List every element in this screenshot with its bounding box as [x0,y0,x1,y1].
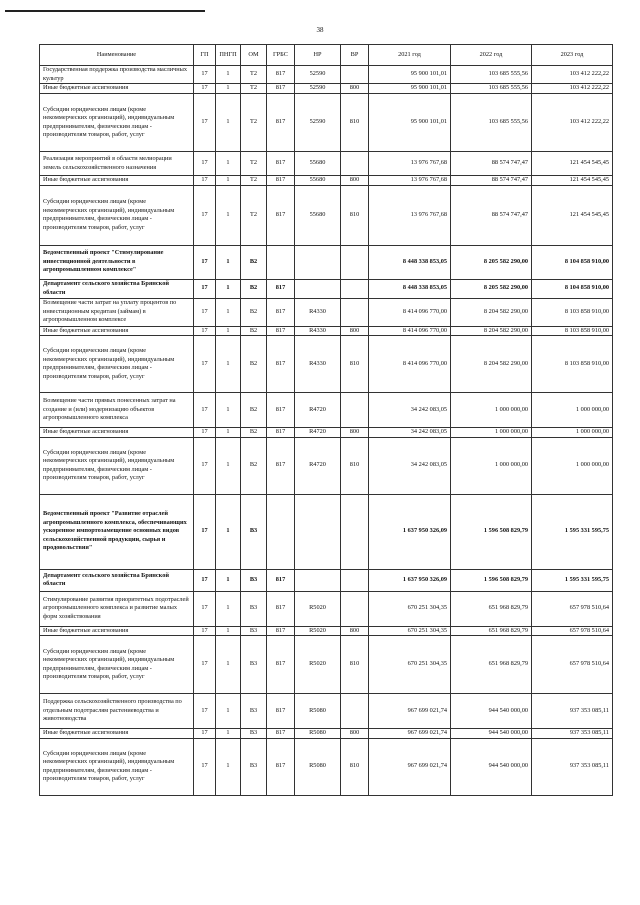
cell-2023: 1 000 000,00 [532,393,613,428]
cell-2022: 103 685 555,56 [451,66,532,84]
cell-gp: 17 [194,494,216,569]
col-header-vr: ВР [341,45,369,66]
cell-2022: 103 685 555,56 [451,94,532,152]
cell-name: Иные бюджетные ассигнования [40,84,194,94]
cell-2021: 13 976 767,68 [369,152,451,176]
col-header-2023: 2023 год [532,45,613,66]
cell-grbs: 817 [267,393,295,428]
cell-pngp: 1 [216,729,241,739]
col-header-om: ОМ [241,45,267,66]
cell-pngp: 1 [216,336,241,393]
cell-pngp: 1 [216,245,241,279]
cell-2023: 657 978 510,64 [532,591,613,626]
cell-2021: 670 251 304,35 [369,636,451,694]
cell-pngp: 1 [216,152,241,176]
cell-2022: 1 000 000,00 [451,437,532,494]
cell-vr: 800 [341,326,369,336]
cell-2021: 967 699 021,74 [369,729,451,739]
cell-pngp: 1 [216,591,241,626]
cell-om: В3 [241,738,267,795]
cell-pngp: 1 [216,94,241,152]
cell-2023: 657 978 510,64 [532,626,613,636]
table-row [40,66,613,84]
cell-nr: 55680 [295,185,341,245]
table-row [40,569,613,591]
cell-vr [341,66,369,84]
cell-2021: 670 251 304,35 [369,591,451,626]
cell-nr: 52590 [295,84,341,94]
page-number: 38 [316,26,324,34]
cell-2021: 1 637 950 326,09 [369,494,451,569]
cell-om: В3 [241,591,267,626]
budget-table [39,44,613,796]
cell-name: Возмещение части прямых понесенных затрат на создание и (или) модернизацию объектов агропромышленного комплекса [40,393,194,428]
col-header-2021: 2021 год [369,45,451,66]
cell-grbs [267,245,295,279]
cell-gp: 17 [194,336,216,393]
cell-gp: 17 [194,245,216,279]
cell-nr: R5080 [295,738,341,795]
table-row [40,694,613,729]
cell-pngp: 1 [216,66,241,84]
header-row [40,45,613,66]
cell-gp: 17 [194,152,216,176]
col-header-grbs: ГРБС [267,45,295,66]
cell-gp: 17 [194,591,216,626]
cell-2023: 1 000 000,00 [532,437,613,494]
col-header-name: Наименование [40,45,194,66]
cell-grbs: 817 [267,569,295,591]
cell-om: Т2 [241,94,267,152]
cell-2023: 121 454 545,45 [532,185,613,245]
cell-vr [341,279,369,298]
cell-vr: 800 [341,626,369,636]
cell-nr [295,279,341,298]
cell-gp: 17 [194,636,216,694]
cell-name: Иные бюджетные ассигнования [40,626,194,636]
cell-2022: 88 574 747,47 [451,152,532,176]
cell-gp: 17 [194,94,216,152]
table-row [40,152,613,176]
cell-2021: 95 900 101,01 [369,66,451,84]
cell-2023: 121 454 545,45 [532,152,613,176]
cell-pngp: 1 [216,326,241,336]
cell-2022: 651 968 829,79 [451,636,532,694]
cell-2023: 103 412 222,22 [532,66,613,84]
cell-nr: R4330 [295,298,341,326]
cell-name: Субсидии юридическим лицам (кроме некоммерческих организаций), индивидуальным предпринимателям, физическим лицам - производителям товаров, работ, услуг [40,336,194,393]
cell-grbs: 817 [267,626,295,636]
cell-gp: 17 [194,694,216,729]
cell-om: Т2 [241,66,267,84]
cell-gp: 17 [194,279,216,298]
table-row [40,176,613,186]
cell-nr: R4720 [295,437,341,494]
cell-vr [341,569,369,591]
cell-2023: 937 353 085,11 [532,729,613,739]
cell-2021: 13 976 767,68 [369,185,451,245]
cell-name: Стимулирование развития приоритетных подотраслей агропромышленного комплекса и развитие малых форм хозяйствования [40,591,194,626]
cell-2022: 944 540 000,00 [451,738,532,795]
cell-2022: 651 968 829,79 [451,591,532,626]
cell-grbs: 817 [267,279,295,298]
cell-name: Государственная поддержка производства масличных культур [40,66,194,84]
cell-grbs: 817 [267,66,295,84]
cell-nr: 55680 [295,152,341,176]
cell-pngp: 1 [216,494,241,569]
cell-nr: R5020 [295,591,341,626]
cell-grbs: 817 [267,437,295,494]
cell-nr: 55680 [295,176,341,186]
cell-name: Иные бюджетные ассигнования [40,176,194,186]
cell-nr [295,494,341,569]
cell-nr: R5080 [295,694,341,729]
table-row [40,437,613,494]
cell-gp: 17 [194,437,216,494]
cell-grbs: 817 [267,636,295,694]
cell-2023: 8 104 858 910,00 [532,245,613,279]
cell-om: В2 [241,393,267,428]
cell-name: Субсидии юридическим лицам (кроме некоммерческих организаций), индивидуальным предпринимателям, физическим лицам - производителям товаров, работ, услуг [40,437,194,494]
cell-om: В3 [241,569,267,591]
cell-2023: 937 353 085,11 [532,694,613,729]
cell-name: Иные бюджетные ассигнования [40,729,194,739]
cell-name: Субсидии юридическим лицам (кроме некоммерческих организаций), индивидуальным предпринимателям, физическим лицам - производителям товаров, работ, услуг [40,636,194,694]
cell-2021: 34 242 083,05 [369,393,451,428]
cell-om: В2 [241,279,267,298]
cell-om: В2 [241,298,267,326]
cell-pngp: 1 [216,694,241,729]
cell-gp: 17 [194,326,216,336]
cell-om: В2 [241,428,267,438]
cell-2022: 1 596 508 829,79 [451,494,532,569]
cell-2021: 8 414 096 770,00 [369,298,451,326]
cell-2021: 8 414 096 770,00 [369,336,451,393]
cell-nr [295,245,341,279]
cell-vr: 810 [341,336,369,393]
cell-nr: R5020 [295,636,341,694]
cell-gp: 17 [194,738,216,795]
cell-2021: 13 976 767,68 [369,176,451,186]
top-rule [5,10,205,12]
cell-2023: 121 454 545,45 [532,176,613,186]
cell-vr [341,591,369,626]
table-row [40,393,613,428]
cell-2021: 1 637 950 326,09 [369,569,451,591]
cell-vr: 800 [341,729,369,739]
cell-name: Иные бюджетные ассигнования [40,326,194,336]
table-row [40,245,613,279]
cell-2021: 967 699 021,74 [369,694,451,729]
cell-vr: 800 [341,176,369,186]
col-header-pngp: ПНГП [216,45,241,66]
cell-om: Т2 [241,176,267,186]
cell-grbs: 817 [267,738,295,795]
cell-vr: 800 [341,428,369,438]
cell-pngp: 1 [216,437,241,494]
cell-2022: 8 204 582 290,00 [451,326,532,336]
cell-2022: 8 204 582 290,00 [451,298,532,326]
cell-gp: 17 [194,84,216,94]
cell-gp: 17 [194,66,216,84]
cell-nr: R5020 [295,626,341,636]
col-header-2022: 2022 год [451,45,532,66]
cell-gp: 17 [194,176,216,186]
cell-grbs: 817 [267,694,295,729]
cell-vr [341,393,369,428]
cell-om: Т2 [241,152,267,176]
cell-om: В2 [241,245,267,279]
cell-om: Т2 [241,84,267,94]
cell-grbs: 817 [267,185,295,245]
cell-2022: 8 204 582 290,00 [451,336,532,393]
cell-name: Департамент сельского хозяйства Брянской области [40,279,194,298]
cell-nr: 52590 [295,94,341,152]
cell-2022: 944 540 000,00 [451,729,532,739]
cell-om: В3 [241,694,267,729]
cell-grbs [267,494,295,569]
table-row [40,729,613,739]
cell-om: В2 [241,437,267,494]
cell-gp: 17 [194,393,216,428]
cell-name: Департамент сельского хозяйства Брянской области [40,569,194,591]
cell-2022: 88 574 747,47 [451,176,532,186]
cell-pngp: 1 [216,626,241,636]
cell-2022: 8 205 582 290,00 [451,245,532,279]
cell-2021: 34 242 083,05 [369,437,451,494]
cell-2021: 8 414 096 770,00 [369,326,451,336]
cell-2021: 670 251 304,35 [369,626,451,636]
cell-pngp: 1 [216,298,241,326]
cell-vr [341,494,369,569]
cell-grbs: 817 [267,428,295,438]
table-row [40,326,613,336]
cell-2021: 95 900 101,01 [369,94,451,152]
cell-2023: 8 103 858 910,00 [532,298,613,326]
cell-2023: 1 595 331 595,75 [532,494,613,569]
cell-vr: 810 [341,636,369,694]
cell-2021: 967 699 021,74 [369,738,451,795]
cell-2022: 1 000 000,00 [451,428,532,438]
cell-2021: 8 448 338 853,05 [369,245,451,279]
cell-name: Иные бюджетные ассигнования [40,428,194,438]
cell-grbs: 817 [267,729,295,739]
cell-grbs: 817 [267,336,295,393]
table-row [40,626,613,636]
cell-pngp: 1 [216,393,241,428]
cell-grbs: 817 [267,176,295,186]
table-row [40,298,613,326]
cell-2023: 103 412 222,22 [532,94,613,152]
cell-pngp: 1 [216,185,241,245]
cell-om: В3 [241,626,267,636]
cell-grbs: 817 [267,94,295,152]
cell-pngp: 1 [216,428,241,438]
cell-name: Возмещение части затрат на уплату процентов по инвестиционным кредитам (займам) в агропромышленном комплексе [40,298,194,326]
cell-om: В2 [241,336,267,393]
cell-grbs: 817 [267,84,295,94]
cell-2022: 1 596 508 829,79 [451,569,532,591]
cell-om: В2 [241,326,267,336]
cell-name: Поддержка сельскохозяйственного производства по отдельным подотраслям растениеводства и животноводства [40,694,194,729]
cell-gp: 17 [194,569,216,591]
cell-nr [295,569,341,591]
cell-nr: R4330 [295,336,341,393]
cell-vr: 810 [341,437,369,494]
cell-2022: 8 205 582 290,00 [451,279,532,298]
cell-vr: 810 [341,738,369,795]
cell-vr [341,298,369,326]
cell-2022: 88 574 747,47 [451,185,532,245]
cell-grbs: 817 [267,326,295,336]
cell-2023: 657 978 510,64 [532,636,613,694]
cell-name: Субсидии юридическим лицам (кроме некоммерческих организаций), индивидуальным предпринимателям, физическим лицам - производителям товаров, работ, услуг [40,185,194,245]
table-row [40,94,613,152]
cell-om: Т2 [241,185,267,245]
cell-2023: 937 353 085,11 [532,738,613,795]
cell-pngp: 1 [216,636,241,694]
cell-gp: 17 [194,298,216,326]
cell-2023: 1 595 331 595,75 [532,569,613,591]
cell-2022: 651 968 829,79 [451,626,532,636]
cell-grbs: 817 [267,298,295,326]
cell-2023: 8 103 858 910,00 [532,326,613,336]
table-row [40,279,613,298]
cell-pngp: 1 [216,569,241,591]
cell-name: Ведомственный проект "Развитие отраслей агропромышленного комплекса, обеспечивающих ускоренное импортозамещение основных видов сельскохозяйственной продукции, сырья и продовольствия" [40,494,194,569]
table-row [40,84,613,94]
cell-pngp: 1 [216,176,241,186]
cell-name: Ведомственный проект "Стимулирование инвестиционной деятельности в агропромышленном комплексе" [40,245,194,279]
cell-om: В3 [241,729,267,739]
table-row [40,185,613,245]
col-header-gp: ГП [194,45,216,66]
col-header-nr: НР [295,45,341,66]
cell-om: В3 [241,636,267,694]
cell-nr: R4330 [295,326,341,336]
cell-name: Субсидии юридическим лицам (кроме некоммерческих организаций), индивидуальным предпринимателям, физическим лицам - производителям товаров, работ, услуг [40,94,194,152]
table-row [40,494,613,569]
cell-vr [341,152,369,176]
cell-vr [341,245,369,279]
cell-nr: R4720 [295,428,341,438]
cell-om: В3 [241,494,267,569]
cell-2022: 944 540 000,00 [451,694,532,729]
cell-grbs: 817 [267,591,295,626]
cell-gp: 17 [194,626,216,636]
table-row [40,738,613,795]
table-row [40,428,613,438]
cell-2023: 1 000 000,00 [532,428,613,438]
cell-gp: 17 [194,428,216,438]
table-row [40,591,613,626]
table-row [40,636,613,694]
cell-2023: 103 412 222,22 [532,84,613,94]
cell-vr: 810 [341,94,369,152]
cell-2022: 103 685 555,56 [451,84,532,94]
cell-pngp: 1 [216,279,241,298]
cell-name: Субсидии юридическим лицам (кроме некоммерческих организаций), индивидуальным предпринимателям, физическим лицам - производителям товаров, работ, услуг [40,738,194,795]
cell-2023: 8 104 858 910,00 [532,279,613,298]
cell-nr: 52590 [295,66,341,84]
cell-vr: 810 [341,185,369,245]
table-row [40,336,613,393]
cell-vr: 800 [341,84,369,94]
cell-2021: 34 242 083,05 [369,428,451,438]
cell-2021: 8 448 338 853,05 [369,279,451,298]
cell-pngp: 1 [216,738,241,795]
cell-2023: 8 103 858 910,00 [532,336,613,393]
cell-nr: R5080 [295,729,341,739]
cell-name: Реализация мероприятий в области мелиорации земель сельскохозяйственного назначения [40,152,194,176]
cell-vr [341,694,369,729]
cell-grbs: 817 [267,152,295,176]
cell-pngp: 1 [216,84,241,94]
cell-2021: 95 900 101,01 [369,84,451,94]
cell-nr: R4720 [295,393,341,428]
cell-gp: 17 [194,729,216,739]
cell-2022: 1 000 000,00 [451,393,532,428]
cell-gp: 17 [194,185,216,245]
